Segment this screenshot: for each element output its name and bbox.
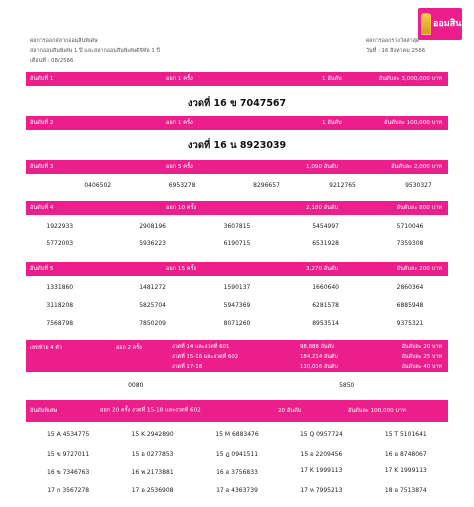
prize-number: 1590137	[223, 284, 251, 291]
prize-number: 0406502	[84, 182, 112, 189]
prize-number: 5454997	[312, 223, 339, 230]
prize-count: 1,090 อันดับ	[306, 164, 339, 170]
prize-label: อันดับที่ 1	[30, 76, 54, 82]
bonus-number: 15 K 2942890	[131, 431, 174, 438]
lottery-type: สลากออมสินพิเศษ 1 ปี และสลากออมสินพิเศษดิจิทัล 1 ปี	[30, 48, 160, 54]
prize-number: 1922933	[46, 223, 74, 230]
prize-number: 9530327	[405, 182, 432, 189]
prize-number: 1660640	[312, 284, 339, 291]
prize-label: อันดับที่ 2	[30, 120, 54, 126]
prize-number: 2908196	[139, 223, 166, 230]
bonus-number: 15 อ 2209456	[300, 451, 343, 458]
prize-number: 6281578	[312, 302, 339, 309]
prize-amount: อันดับละ 2,000 บาท	[391, 164, 442, 170]
prize-count: 3,270 อันดับ	[306, 266, 339, 272]
header-left	[30, 36, 160, 66]
special-count: 110,016 อันดับ	[300, 364, 338, 370]
special-number: 0080	[128, 382, 144, 389]
seal-icon	[421, 13, 431, 35]
prize-label: อันดับที่ 4	[30, 205, 54, 211]
special-amount: อันดับละ 20 บาท	[401, 344, 442, 350]
bonus-amount: อันดับละ 100,000 บาท	[348, 408, 406, 414]
prize-number: 5772003	[46, 240, 74, 247]
bonus-number: 17 ก 3567278	[47, 487, 90, 494]
header-right	[366, 36, 448, 56]
prize-number: 2860364	[396, 284, 424, 291]
prize-amount: อันดับละ 3,000,000 บาท	[378, 76, 442, 82]
bonus-number: 15 A 4534775	[47, 431, 90, 438]
bonus-label: อันดับพิเศษ	[30, 408, 58, 414]
prize5-numbers	[26, 284, 448, 330]
bonus-number: 15 อ 0277853	[131, 451, 174, 458]
prize-number: 5825704	[139, 302, 166, 309]
bonus-draws: ออก 20 ครั้ง งวดที่ 15-18 และงวดที่ 602	[100, 407, 201, 414]
prize-amount: อันดับละ 800 บาท	[396, 205, 442, 211]
bonus-number: 15 Q 0957724	[299, 431, 343, 438]
prize2-number: งวดที่ 16 น 8923039	[187, 140, 287, 151]
prize-number: 3118208	[46, 302, 74, 309]
prize-label: อันดับที่ 5	[30, 266, 54, 272]
bonus-number: 15 ฎ 0941511	[215, 451, 259, 458]
brand-name: ออมสิน	[433, 18, 462, 29]
prize-number: 1331860	[46, 284, 74, 291]
prize-draws: ออก 1 ครั้ง	[166, 120, 193, 126]
lottery-month: เดือนที่ : 08/2566	[30, 58, 74, 64]
bonus-number: 15 T 5101641	[384, 431, 427, 438]
result-title: ผลการออกสลากออมสินพิเศษ	[30, 38, 98, 44]
prize-number: 6953278	[168, 182, 196, 189]
prize-number: 8296657	[253, 182, 280, 189]
bonus-number: 15 M 6883476	[215, 431, 259, 438]
bonus-number: 17 อ 2536908	[131, 487, 174, 494]
prize-draws: ออก 1 ครั้ง	[166, 76, 193, 82]
prize-number: 6531928	[312, 240, 339, 247]
bonus-number: 16 อ 8748067	[384, 451, 427, 458]
prize-number: 5936223	[139, 240, 166, 247]
prize3-numbers	[26, 182, 448, 192]
prize-number: 3607815	[223, 223, 251, 230]
prize-number: 8071260	[223, 320, 251, 327]
special-desc: งวดที่ 17-18	[172, 364, 203, 370]
bonus-number: 17 K 1999113	[384, 467, 427, 474]
bonus-header	[26, 400, 448, 422]
special-count: 184,214 อันดับ	[300, 354, 338, 360]
special-number: 5850	[339, 382, 355, 389]
prize-number: 5710046	[396, 223, 424, 230]
prize-count: 2,180 อันดับ	[306, 205, 339, 211]
prize-number: 6190715	[223, 240, 251, 247]
prize-number: 1481272	[139, 284, 166, 291]
prize-draws: ออก 15 ครั้ง	[166, 266, 197, 272]
prize-number: 5947369	[223, 302, 251, 309]
prize4-numbers	[26, 223, 448, 247]
prize-draws: ออก 10 ครั้ง	[166, 205, 197, 211]
bonus-count: 20 อันดับ	[278, 408, 302, 414]
special-amount: อันดับละ 25 บาท	[401, 354, 442, 360]
bonus-numbers	[26, 431, 448, 497]
prize5-header	[26, 262, 448, 276]
bonus-number: 17 อ 4363739	[216, 487, 258, 494]
bonus-number: 15 ข 9727011	[47, 451, 90, 458]
prize-draws: ออก 5 ครั้ง	[166, 164, 193, 170]
prize-label: อันดับที่ 3	[30, 164, 54, 170]
prize-number: 9212765	[329, 182, 356, 189]
prize-number: 7568798	[46, 320, 74, 327]
bonus-number: 16 พ 2173881	[131, 469, 174, 476]
prize-amount: อันดับละ 100,000 บาท	[384, 120, 442, 126]
bonus-number: 17 ห 7995213	[300, 487, 343, 494]
prize-count: 1 อันดับ	[322, 76, 342, 82]
prize-number: 7359308	[396, 240, 424, 247]
special-draws: ออก 2 ครั้ง	[116, 345, 142, 351]
prize1-number: งวดที่ 16 ข 7047567	[187, 98, 287, 109]
bonus-number: 16 อ 3756833	[216, 469, 258, 476]
special-header	[26, 340, 448, 372]
prize-count: 1 อันดับ	[322, 120, 342, 126]
special-count: 98,888 อันดับ	[300, 344, 335, 350]
prize4-header	[26, 201, 448, 215]
bonus-number: 18 อ 7513874	[384, 487, 427, 494]
special-desc: งวดที่ 15-16 และงวดที่ 602	[172, 354, 239, 360]
prize-number: 8953514	[312, 320, 339, 327]
latest-result-label: ผลการออกรางวัลล่าสุด	[366, 38, 420, 44]
prize-amount: อันดับละ 200 บาท	[396, 266, 442, 272]
prize2-header	[26, 116, 448, 130]
prize-number: 9375321	[396, 320, 424, 327]
prize3-header	[26, 160, 448, 174]
prize1-header	[26, 72, 448, 86]
bonus-number: 16 ข 7346763	[47, 469, 90, 476]
special-numbers	[26, 382, 448, 392]
bonus-number: 17 K 1999113	[300, 467, 343, 474]
prize-number: 7850209	[139, 320, 166, 327]
draw-date: วันที่ : 16 สิงหาคม 2566	[366, 48, 426, 54]
special-desc: งวดที่ 14 และงวดที่ 601	[172, 344, 230, 350]
special-amount: อันดับละ 40 บาท	[401, 364, 442, 370]
prize-number: 6885948	[396, 302, 424, 309]
special-label: เลขท้าย 4 ตัว	[30, 345, 62, 351]
